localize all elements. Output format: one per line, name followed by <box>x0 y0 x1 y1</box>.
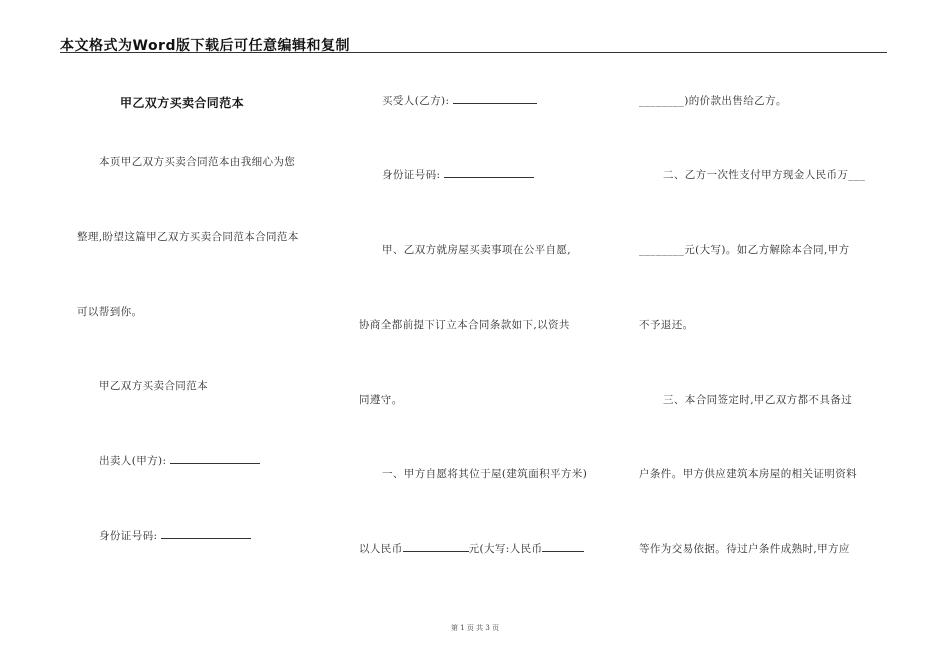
buyer-id-blank <box>444 167 534 178</box>
clause-two-line: 二、乙方一次性支付甲方现金人民币万___ <box>663 169 866 181</box>
col3-line-4: 不予退还。 <box>639 319 694 331</box>
buyer-id-label: 身份证号码: <box>382 169 441 181</box>
col3-line-3: ________元(大写)。如乙方解除本合同,甲方 <box>639 244 850 256</box>
document-banner: 本文格式为Word版下载后可任意编辑和复制 <box>60 38 350 54</box>
col3-line-6: 户条件。甲方供应建筑本房屋的相关证明资料 <box>639 468 857 480</box>
clause-one-line: 一、甲方自愿将其位于屋(建筑面积平方米) <box>382 468 588 480</box>
seller-label: 出卖人(甲方): <box>99 455 167 467</box>
price-capital-label: 元(大写:人民币 <box>468 543 543 555</box>
col3-line-7: 等作为交易依据。待过户条件成熟时,甲方应 <box>639 543 850 555</box>
col3-line-1: ________)的价款出售给乙方。 <box>639 95 787 107</box>
seller-id-field <box>99 528 251 543</box>
seller-id-blank <box>161 528 251 539</box>
clause-three-line: 三、本合同签定时,甲乙双方都不具备过 <box>663 394 853 406</box>
buyer-label: 买受人(乙方): <box>382 95 450 107</box>
body-line-3: 同遵守。 <box>359 394 403 406</box>
intro-line-2: 整理,盼望这篇甲乙双方买卖合同范本合同范本 <box>77 231 299 243</box>
buyer-id-field <box>382 167 534 182</box>
price-capital-blank <box>542 541 584 552</box>
page-number: 第 1 页 共 3 页 <box>450 624 500 632</box>
intro-line-1: 本页甲乙双方买卖合同范本由我细心为您 <box>99 156 296 168</box>
header-rule <box>60 52 887 53</box>
section-heading: 甲乙双方买卖合同范本 <box>99 380 208 392</box>
buyer-blank <box>453 93 537 104</box>
body-line-1: 甲、乙双方就房屋买卖事项在公平自愿, <box>382 244 572 256</box>
intro-line-3: 可以帮到你。 <box>77 306 143 318</box>
seller-id-label: 身份证号码: <box>99 530 158 542</box>
price-blank <box>403 541 469 552</box>
seller-field <box>99 453 260 468</box>
buyer-field <box>382 93 537 108</box>
body-line-2: 协商全都前提下订立本合同条款如下,以资共 <box>359 319 570 331</box>
seller-blank <box>170 453 260 464</box>
price-field <box>359 541 584 556</box>
price-label: 以人民币 <box>359 543 403 555</box>
document-title: 甲乙双方买卖合同范本 <box>120 96 245 110</box>
